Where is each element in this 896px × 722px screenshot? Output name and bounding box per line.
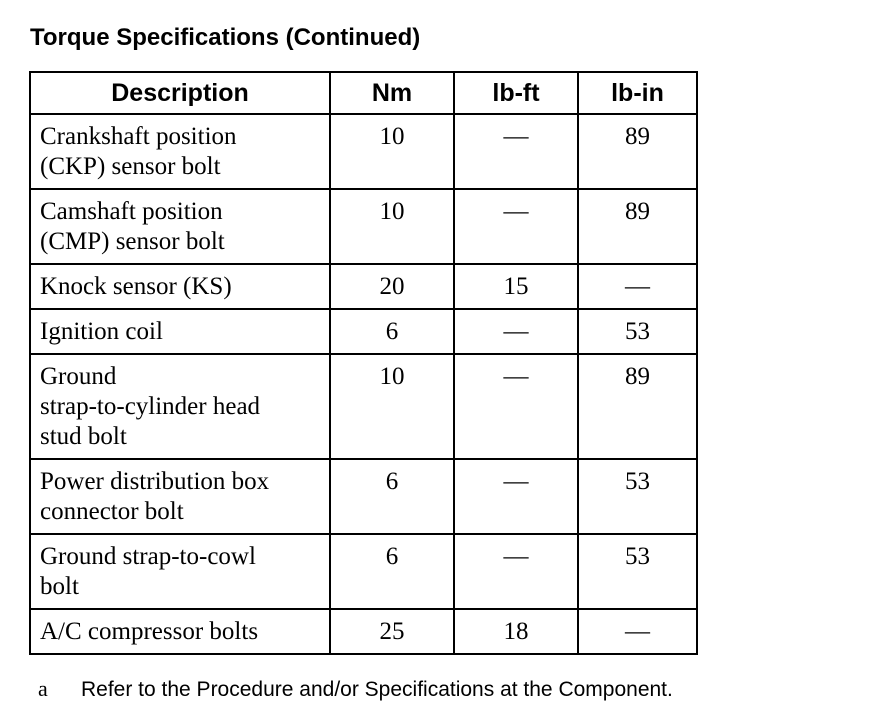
cell-description: Knock sensor (KS) bbox=[30, 264, 330, 309]
cell-nm: 25 bbox=[330, 609, 454, 654]
column-header-lb-ft: lb-ft bbox=[454, 72, 578, 114]
cell-description: Ground strap-to-cowl bolt bbox=[30, 534, 330, 609]
cell-lb-ft: — bbox=[454, 309, 578, 354]
cell-nm: 10 bbox=[330, 114, 454, 189]
cell-lb-in: 53 bbox=[578, 534, 697, 609]
table-row bbox=[30, 354, 697, 459]
cell-lb-ft: — bbox=[454, 354, 578, 459]
cell-lb-ft: 15 bbox=[454, 264, 578, 309]
cell-description: Power distribution box connector bolt bbox=[30, 459, 330, 534]
cell-nm: 10 bbox=[330, 354, 454, 459]
footnote bbox=[38, 676, 673, 702]
table-row bbox=[30, 609, 697, 654]
table-row bbox=[30, 459, 697, 534]
table-row bbox=[30, 309, 697, 354]
footnote-mark: a bbox=[38, 676, 48, 701]
cell-lb-in: 89 bbox=[578, 354, 697, 459]
table-header-row bbox=[30, 72, 697, 114]
table-row bbox=[30, 534, 697, 609]
cell-lb-in: — bbox=[578, 609, 697, 654]
cell-lb-in: 89 bbox=[578, 189, 697, 264]
cell-lb-in: 89 bbox=[578, 114, 697, 189]
cell-lb-ft: — bbox=[454, 459, 578, 534]
cell-nm: 6 bbox=[330, 459, 454, 534]
torque-specifications-table bbox=[29, 71, 698, 655]
cell-lb-ft: 18 bbox=[454, 609, 578, 654]
cell-description: Camshaft position (CMP) sensor bolt bbox=[30, 189, 330, 264]
cell-lb-ft: — bbox=[454, 114, 578, 189]
cell-description: Ground strap-to-cylinder head stud bolt bbox=[30, 354, 330, 459]
cell-lb-in: — bbox=[578, 264, 697, 309]
cell-nm: 20 bbox=[330, 264, 454, 309]
cell-lb-ft: — bbox=[454, 189, 578, 264]
cell-nm: 10 bbox=[330, 189, 454, 264]
cell-lb-in: 53 bbox=[578, 309, 697, 354]
cell-description: Crankshaft position (CKP) sensor bolt bbox=[30, 114, 330, 189]
cell-description: A/C compressor bolts bbox=[30, 609, 330, 654]
column-header-description: Description bbox=[30, 72, 330, 114]
cell-lb-ft: — bbox=[454, 534, 578, 609]
cell-lb-in: 53 bbox=[578, 459, 697, 534]
table-row bbox=[30, 189, 697, 264]
cell-description: Ignition coil bbox=[30, 309, 330, 354]
page-title: Torque Specifications (Continued) bbox=[30, 24, 421, 51]
cell-nm: 6 bbox=[330, 534, 454, 609]
table-row bbox=[30, 264, 697, 309]
column-header-nm: Nm bbox=[330, 72, 454, 114]
cell-nm: 6 bbox=[330, 309, 454, 354]
table-row bbox=[30, 114, 697, 189]
footnote-text: Refer to the Procedure and/or Specifications at the Component. bbox=[81, 678, 673, 701]
column-header-lb-in: lb-in bbox=[578, 72, 697, 114]
